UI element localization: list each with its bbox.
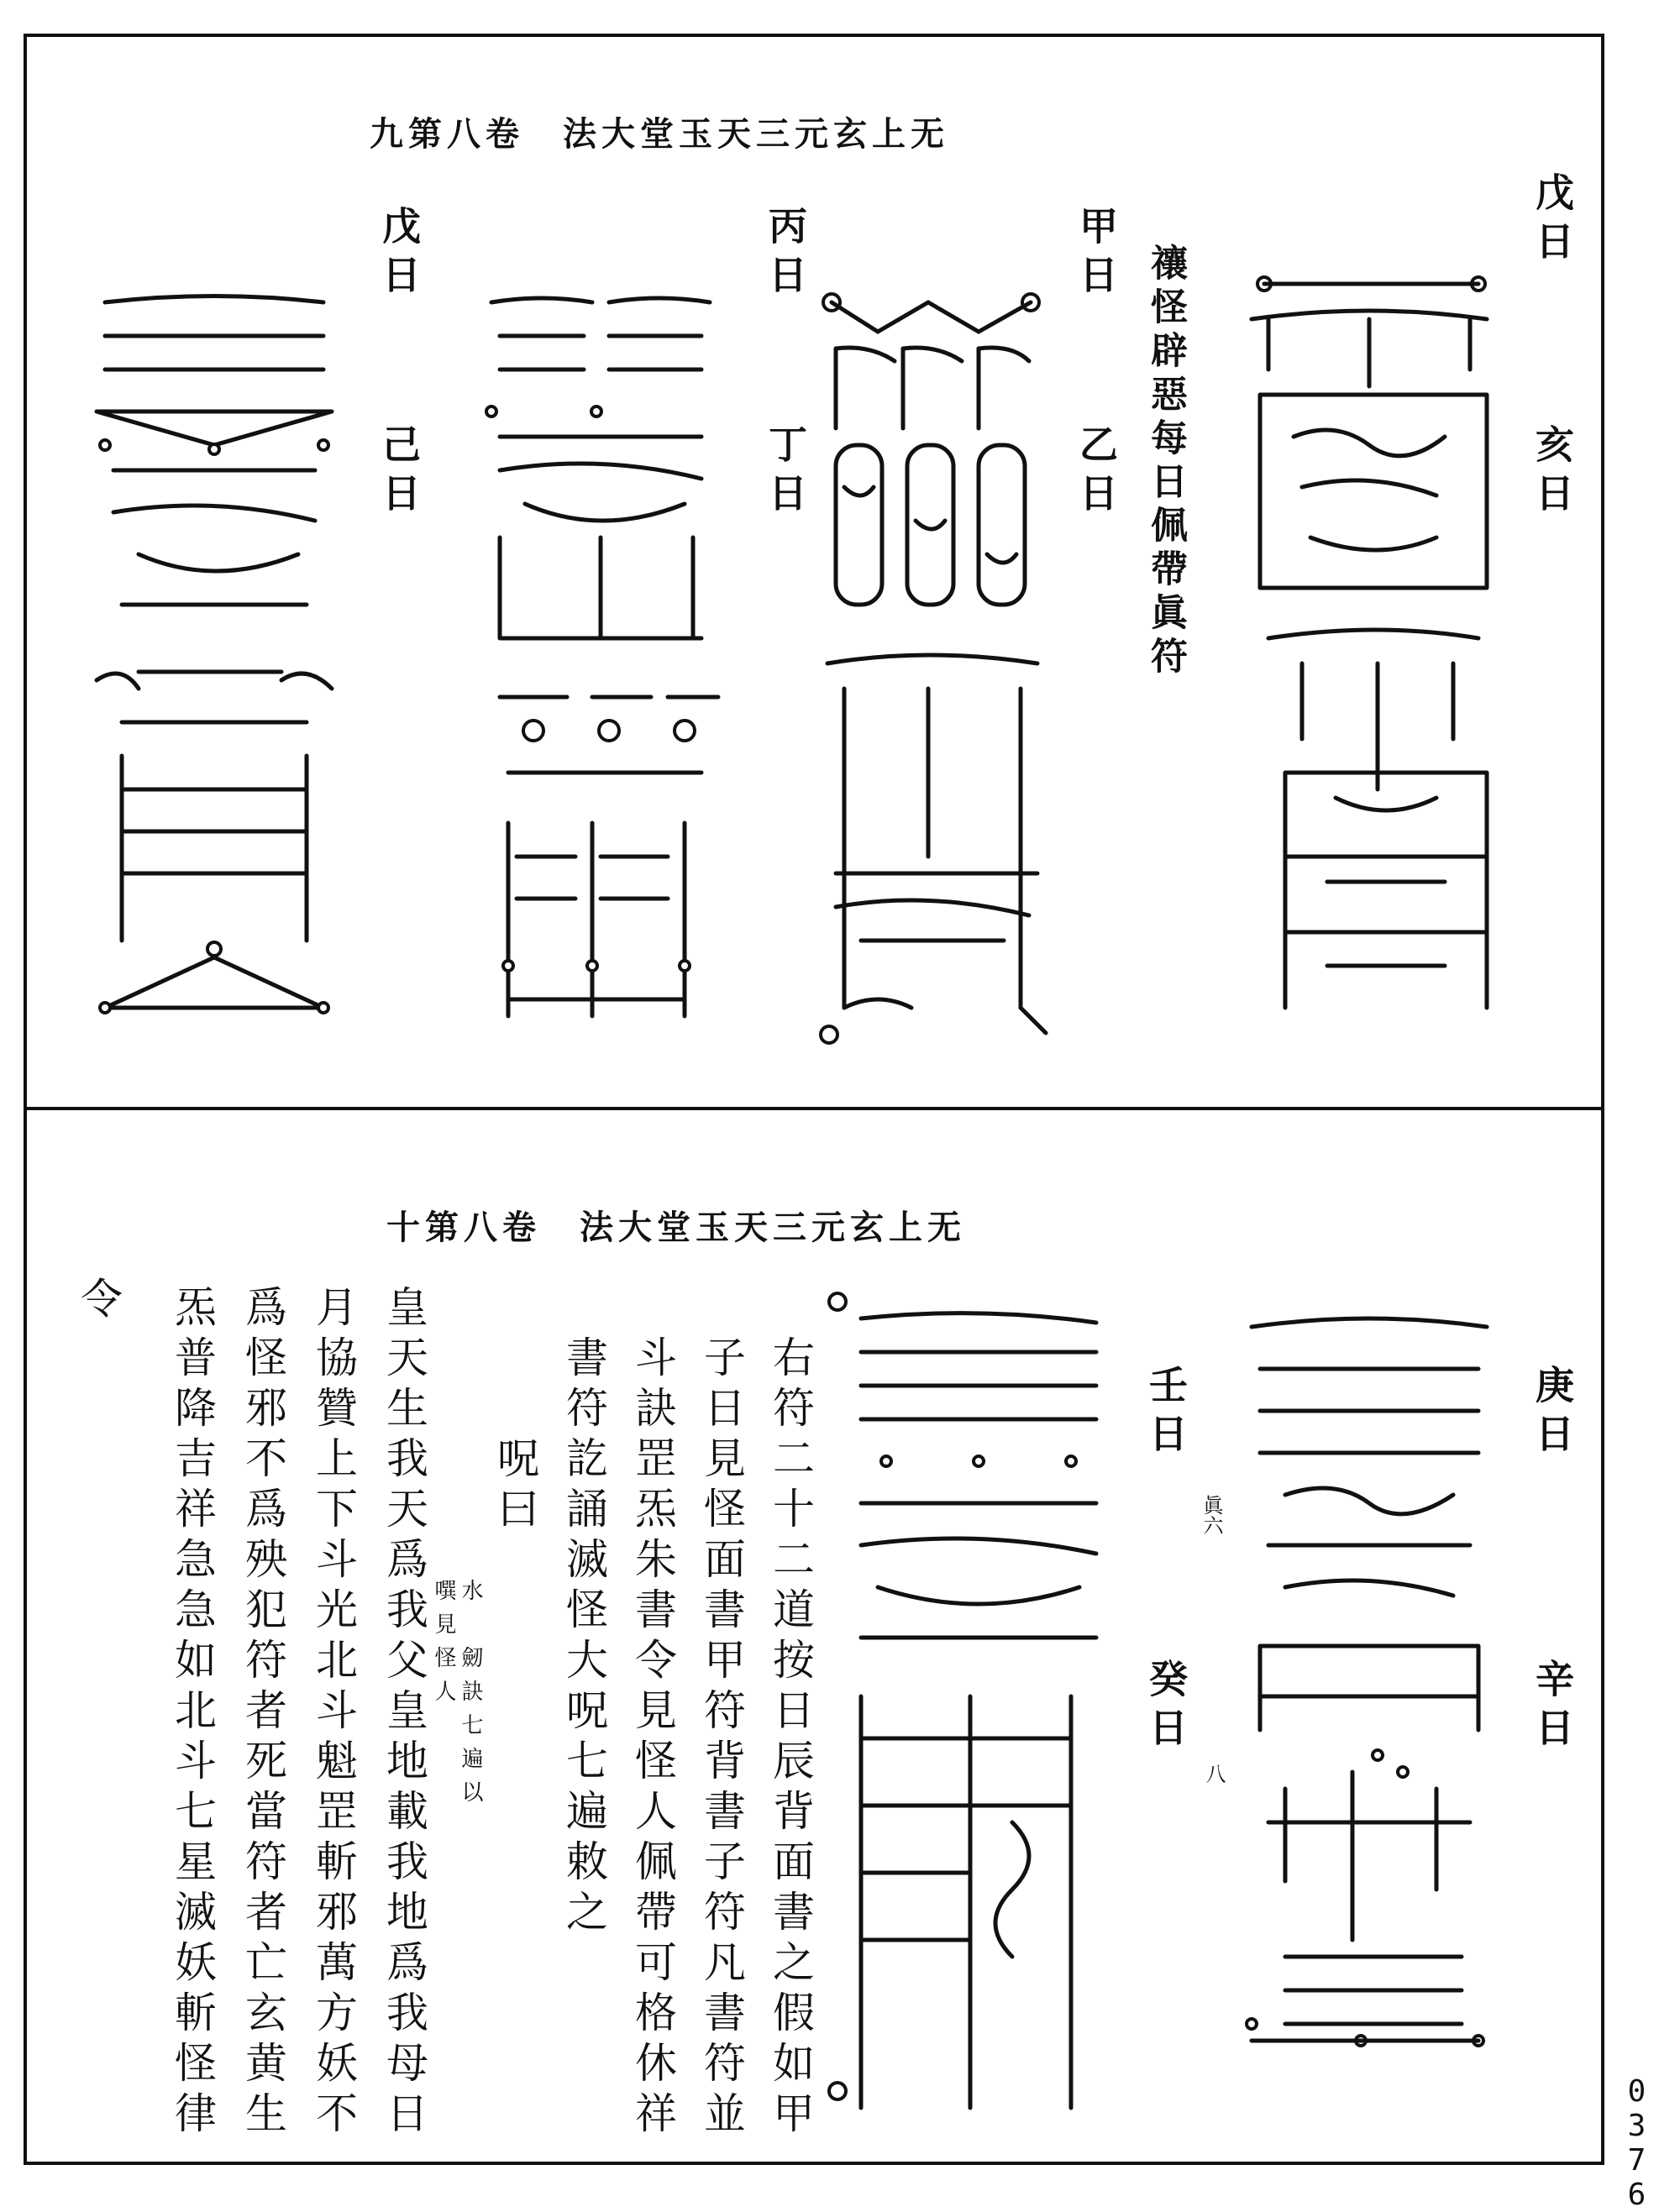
talisman-ren-gui: [827, 1302, 1113, 2141]
day-label-bing: 丙日: [763, 206, 808, 303]
text-column-4: 書符訖誦滅怪大呪七遍敕之: [559, 1335, 608, 1940]
text-column-9: 炁普降吉祥急急如北斗七星滅妖斬怪律: [168, 1285, 217, 2141]
day-label-yi: 乙日: [1074, 424, 1119, 522]
talisman-jia-yi: [811, 269, 1054, 1041]
small-note-zhen-liu: 眞六: [1200, 1495, 1223, 1535]
day-label-hai: 亥日: [1530, 424, 1575, 522]
small-note-eight: 八: [1202, 1764, 1226, 1784]
text-column-8: 爲怪邪不爲殃犯符者死當符者亡玄黄生: [239, 1285, 287, 2141]
day-label-ren: 壬日: [1143, 1365, 1189, 1462]
talisman-bing-ding: [475, 286, 727, 1025]
day-label-ji: 己日: [376, 424, 422, 522]
bottom-page-header: 十第八卷 法大堂玉天三元玄上无: [386, 1208, 966, 1247]
day-label-geng: 庚日: [1530, 1365, 1575, 1462]
talisman-wu-hai: [1235, 269, 1512, 1050]
talisman-geng-xin: [1235, 1302, 1504, 2175]
top-page-header: 九第八卷 法大堂玉天三元玄上无: [370, 114, 949, 154]
text-column-1: 右符二十二道按日辰背面書之假如甲: [766, 1335, 815, 2141]
small-note-column-2: 噀見怪人: [431, 1579, 456, 1713]
small-note-column: 水 劒訣七遍以: [458, 1579, 483, 1814]
day-label-jia: 甲日: [1074, 206, 1119, 303]
page-number: 0376: [1620, 2074, 1654, 2212]
talisman-caption: 禳怪辟惡每日佩帶眞符: [1144, 244, 1187, 680]
day-label-ding: 丁日: [763, 424, 808, 522]
text-column-3: 斗訣罡炁朱書令見怪人佩帶可格休祥: [628, 1335, 677, 2141]
text-column-2: 子日見怪面書甲符背書子符凡書符並: [697, 1335, 746, 2141]
day-label-gui: 癸日: [1143, 1659, 1189, 1756]
day-label-wu-left: 戊日: [376, 206, 422, 303]
text-column-5: 呪曰: [491, 1436, 539, 1537]
day-label-xin: 辛日: [1530, 1659, 1575, 1756]
talisman-wu-ji: [88, 286, 340, 1025]
text-column-7: 月協贊上下斗光北斗魁罡斬邪萬方妖不: [309, 1285, 358, 2141]
day-label-wu-top: 戊日: [1530, 172, 1575, 270]
panel-divider: [24, 1107, 1604, 1110]
command-character: 令: [74, 1276, 123, 1327]
text-column-6: 皇天生我天爲我父皇地載我地爲我母日: [380, 1285, 428, 2141]
